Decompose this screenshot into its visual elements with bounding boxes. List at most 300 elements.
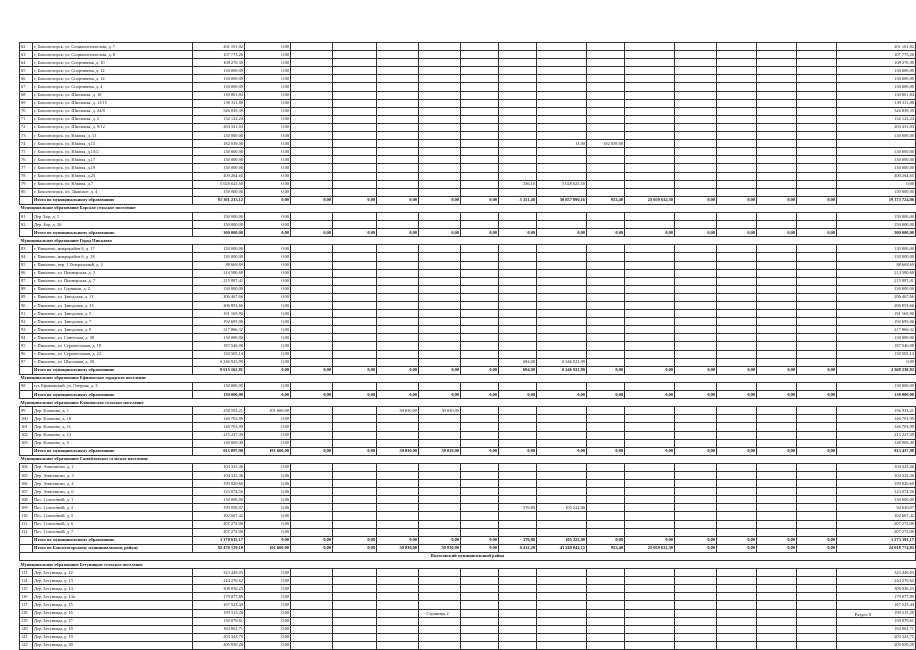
value-cell <box>675 285 717 293</box>
value-cell: 0,00 <box>245 641 291 649</box>
value-cell: 0,00 <box>291 196 333 204</box>
table-row <box>20 221 916 229</box>
value-cell: 336,10 <box>499 180 537 188</box>
value-cell: 0,00 <box>245 569 291 577</box>
value-cell <box>797 520 837 528</box>
table-row <box>20 188 916 196</box>
address-cell: г. Пикалево, ул. Заводская, д. 7 <box>33 318 193 326</box>
value-cell: 0,00 <box>837 358 916 366</box>
value-cell <box>461 212 499 220</box>
value-cell <box>499 188 537 196</box>
value-cell <box>377 350 419 358</box>
value-cell <box>717 51 757 59</box>
value-cell <box>377 107 419 115</box>
value-cell: 130 000,00 <box>837 75 916 83</box>
value-cell <box>377 496 419 504</box>
value-cell <box>377 382 419 390</box>
row-number-cell <box>20 447 33 455</box>
table-row <box>20 212 916 220</box>
table-row <box>20 496 916 504</box>
value-cell: 102 667,42 <box>837 512 916 520</box>
table-row <box>20 633 916 641</box>
address-cell: г. Пикалево, ул. Строительная, д. 18 <box>33 342 193 350</box>
value-cell <box>419 123 461 131</box>
table-row <box>20 569 916 577</box>
row-number-cell: 84 <box>20 253 33 261</box>
value-cell <box>587 51 625 59</box>
value-cell: 150 000,00 <box>837 188 916 196</box>
value-cell <box>587 318 625 326</box>
value-cell <box>333 423 377 431</box>
value-cell <box>717 471 757 479</box>
value-cell: 0,00 <box>245 269 291 277</box>
table-row <box>20 107 916 115</box>
value-cell <box>717 528 757 536</box>
value-cell: 323 449,03 <box>193 569 245 577</box>
value-cell <box>537 172 587 180</box>
value-cell <box>797 302 837 310</box>
value-cell <box>625 43 675 51</box>
value-cell <box>757 601 797 609</box>
section-title: Муниципальное образование Борское сельское поселение <box>20 204 916 212</box>
value-cell: 184 802,71 <box>837 625 916 633</box>
value-cell: 0,00 <box>245 480 291 488</box>
address-cell: Дер. Климово, д. 10 <box>33 415 193 423</box>
address-cell: г. Бокситогорск, ул. Южная, д. 13 <box>33 132 193 140</box>
address-cell: Дер. Бегуницы, д. 18 <box>33 625 193 633</box>
value-cell <box>291 245 333 253</box>
value-cell: 215 887,41 <box>193 277 245 285</box>
address-cell: г. Пикалево, ул. Горняков, д. 2 <box>33 285 193 293</box>
value-cell <box>757 382 797 390</box>
value-cell: 0,00 <box>245 293 291 301</box>
value-cell: 0,00 <box>377 229 419 237</box>
value-cell <box>461 277 499 285</box>
value-cell: 0,00 <box>245 221 291 229</box>
row-number-cell: 85 <box>20 261 33 269</box>
value-cell <box>797 91 837 99</box>
value-cell <box>461 156 499 164</box>
value-cell: 0,00 <box>461 366 499 374</box>
value-cell: 0,00 <box>333 196 377 204</box>
value-cell: 150 079,61 <box>837 617 916 625</box>
address-cell: г. Пикалево, ул. Заводская, д. 9 <box>33 326 193 334</box>
value-cell <box>537 439 587 447</box>
value-cell <box>587 601 625 609</box>
value-cell <box>537 407 587 415</box>
value-cell <box>419 43 461 51</box>
section-title: Муниципальное образование Климовское сельское поселение <box>20 399 916 407</box>
address-cell: Дер. Бегуницы, д. 14а <box>33 593 193 601</box>
value-cell: 146 703,99 <box>193 423 245 431</box>
value-cell <box>377 269 419 277</box>
address-cell: г. Бокситогорск, ул. Спортивная, д. 12 <box>33 67 193 75</box>
value-cell <box>461 528 499 536</box>
value-cell <box>419 350 461 358</box>
row-number-cell: 78 <box>20 172 33 180</box>
value-cell <box>419 415 461 423</box>
section-header-row <box>20 204 916 212</box>
value-cell: 104 325,36 <box>193 463 245 471</box>
value-cell <box>625 504 675 512</box>
table-row <box>20 59 916 67</box>
value-cell: 0,00 <box>245 83 291 91</box>
value-cell <box>499 67 537 75</box>
value-cell <box>625 132 675 140</box>
value-cell <box>717 415 757 423</box>
value-cell: 203 331,03 <box>193 123 245 131</box>
value-cell: 130 000,00 <box>193 164 245 172</box>
value-cell <box>333 585 377 593</box>
value-cell <box>757 471 797 479</box>
value-cell: 132 122,24 <box>193 115 245 123</box>
row-number-cell: 96 <box>20 350 33 358</box>
value-cell <box>291 277 333 285</box>
value-cell <box>537 471 587 479</box>
value-cell <box>333 593 377 601</box>
value-cell <box>797 569 837 577</box>
value-cell: 105 222,00 <box>537 504 587 512</box>
value-cell <box>675 59 717 67</box>
value-cell <box>461 585 499 593</box>
value-cell: 0,00 <box>291 447 333 455</box>
address-cell: г. Бокситогорск, ул. Южная, д.17 <box>33 156 193 164</box>
value-cell <box>333 407 377 415</box>
value-cell <box>333 415 377 423</box>
value-cell: 0,00 <box>333 229 377 237</box>
value-cell <box>377 601 419 609</box>
value-cell <box>587 358 625 366</box>
value-cell <box>587 569 625 577</box>
value-cell: 0,00 <box>245 342 291 350</box>
value-cell <box>797 504 837 512</box>
value-cell <box>377 423 419 431</box>
value-cell <box>537 488 587 496</box>
value-cell: 0,00 <box>245 366 291 374</box>
table-row <box>20 302 916 310</box>
value-cell <box>537 269 587 277</box>
row-number-cell: 97 <box>20 358 33 366</box>
value-cell <box>675 91 717 99</box>
value-cell: 0,00 <box>245 51 291 59</box>
value-cell <box>797 253 837 261</box>
value-cell <box>675 577 717 585</box>
value-cell <box>537 293 587 301</box>
value-cell <box>333 115 377 123</box>
value-cell: 0,00 <box>675 366 717 374</box>
value-cell <box>377 463 419 471</box>
address-cell: Итого по муниципальному образованию <box>33 229 193 237</box>
value-cell <box>757 253 797 261</box>
value-cell: 0,00 <box>717 366 757 374</box>
value-cell <box>675 245 717 253</box>
value-cell <box>377 504 419 512</box>
value-cell <box>419 99 461 107</box>
value-cell <box>797 132 837 140</box>
value-cell <box>499 261 537 269</box>
value-cell: 5 028 625,50 <box>537 180 587 188</box>
value-cell <box>537 302 587 310</box>
value-cell <box>587 293 625 301</box>
value-cell <box>537 593 587 601</box>
value-cell <box>587 253 625 261</box>
value-cell: 0,00 <box>587 229 625 237</box>
value-cell <box>377 528 419 536</box>
value-cell <box>587 350 625 358</box>
value-cell: 0,00 <box>245 577 291 585</box>
value-cell <box>291 180 333 188</box>
value-cell <box>333 59 377 67</box>
value-cell <box>587 593 625 601</box>
value-cell <box>333 302 377 310</box>
value-cell: 199 820,60 <box>837 480 916 488</box>
value-cell <box>717 423 757 431</box>
value-cell <box>625 585 675 593</box>
value-cell <box>625 91 675 99</box>
value-cell <box>757 496 797 504</box>
value-cell: 0,00 <box>625 366 675 374</box>
value-cell <box>587 334 625 342</box>
value-cell <box>587 132 625 140</box>
value-cell <box>797 285 837 293</box>
value-cell <box>537 285 587 293</box>
table-row <box>20 83 916 91</box>
value-cell: 0,00 <box>245 504 291 512</box>
table-row <box>20 641 916 649</box>
address-cell: г. Пикалево, ул. Пионерская, д. 3 <box>33 269 193 277</box>
value-cell <box>717 221 757 229</box>
table-row <box>20 350 916 358</box>
value-cell: 0,00 <box>499 447 537 455</box>
value-cell: 123 074,56 <box>837 488 916 496</box>
table-row <box>20 180 916 188</box>
value-cell <box>461 99 499 107</box>
value-cell <box>625 180 675 188</box>
value-cell: 0,00 <box>245 172 291 180</box>
value-cell <box>291 253 333 261</box>
value-cell <box>377 188 419 196</box>
value-cell: 0,00 <box>675 196 717 204</box>
value-cell <box>377 172 419 180</box>
value-cell <box>291 293 333 301</box>
value-cell: 0,00 <box>837 180 916 188</box>
value-cell <box>797 156 837 164</box>
value-cell <box>419 51 461 59</box>
address-cell: г. Бокситогорск, ул. Социалистическая, д. 8 <box>33 51 193 59</box>
value-cell <box>461 569 499 577</box>
value-cell <box>333 342 377 350</box>
value-cell <box>419 310 461 318</box>
value-cell <box>419 617 461 625</box>
value-cell <box>499 496 537 504</box>
address-cell: г. Пикалево, ул. Строительная, д. 22 <box>33 350 193 358</box>
value-cell: 156 933,21 <box>837 407 916 415</box>
value-cell <box>499 140 537 148</box>
value-cell: 0,00 <box>419 536 461 544</box>
value-cell: 0,00 <box>757 447 797 455</box>
value-cell <box>757 633 797 641</box>
value-cell <box>587 245 625 253</box>
value-cell <box>461 310 499 318</box>
value-cell <box>837 140 916 148</box>
value-cell <box>757 91 797 99</box>
value-cell <box>757 245 797 253</box>
value-cell: 0,00 <box>461 229 499 237</box>
value-cell <box>537 91 587 99</box>
value-cell <box>717 132 757 140</box>
value-cell <box>587 75 625 83</box>
row-number-cell: 114 <box>20 577 33 585</box>
table-row <box>20 520 916 528</box>
value-cell <box>587 261 625 269</box>
value-cell <box>675 504 717 512</box>
value-cell: 132 122,24 <box>837 115 916 123</box>
value-cell <box>377 277 419 285</box>
value-cell <box>461 83 499 91</box>
value-cell <box>675 423 717 431</box>
value-cell <box>333 431 377 439</box>
value-cell <box>291 91 333 99</box>
value-cell <box>757 415 797 423</box>
value-cell <box>291 504 333 512</box>
value-cell <box>797 593 837 601</box>
value-cell: 0,00 <box>675 447 717 455</box>
value-cell <box>675 617 717 625</box>
row-number-cell <box>20 544 33 552</box>
table-row <box>20 625 916 633</box>
value-cell <box>717 277 757 285</box>
value-cell: 179 877,89 <box>837 593 916 601</box>
value-cell <box>333 277 377 285</box>
value-cell: 0,00 <box>377 536 419 544</box>
value-cell <box>797 269 837 277</box>
value-cell: 0,00 <box>245 164 291 172</box>
value-cell <box>377 488 419 496</box>
row-number-cell: 90 <box>20 302 33 310</box>
value-cell <box>675 310 717 318</box>
value-cell <box>717 67 757 75</box>
value-cell: 953,40 <box>587 544 625 552</box>
value-cell <box>625 51 675 59</box>
value-cell <box>625 488 675 496</box>
row-number-cell: 89 <box>20 293 33 301</box>
value-cell: 684,00 <box>499 358 537 366</box>
address-cell: Пос. Совхозный, д. 6 <box>33 520 193 528</box>
value-cell <box>797 471 837 479</box>
value-cell <box>625 633 675 641</box>
value-cell <box>377 132 419 140</box>
value-cell <box>419 334 461 342</box>
value-cell <box>587 342 625 350</box>
value-cell: 206 467,66 <box>837 293 916 301</box>
value-cell <box>333 212 377 220</box>
value-cell <box>757 520 797 528</box>
value-cell: 205 950,28 <box>193 641 245 649</box>
value-cell <box>797 293 837 301</box>
value-cell: 0,00 <box>245 520 291 528</box>
value-cell <box>377 302 419 310</box>
value-cell: 0,00 <box>245 99 291 107</box>
value-cell <box>461 75 499 83</box>
address-cell: Дер. Бегуницы, д. 20 <box>33 641 193 649</box>
value-cell <box>625 625 675 633</box>
value-cell <box>461 342 499 350</box>
value-cell: 130 000,00 <box>193 253 245 261</box>
value-cell <box>461 148 499 156</box>
value-cell: 0,00 <box>717 536 757 544</box>
value-cell: 308 836,23 <box>193 585 245 593</box>
value-cell: 50 830,00 <box>377 544 419 552</box>
address-cell: г. Бокситогорск, ул. Спортивная, д. 14 <box>33 75 193 83</box>
value-cell: 130 000,00 <box>193 67 245 75</box>
value-cell <box>717 488 757 496</box>
value-cell: 146 703,99 <box>837 415 916 423</box>
value-cell: 199 858,07 <box>193 504 245 512</box>
value-cell <box>797 59 837 67</box>
value-cell <box>333 99 377 107</box>
value-cell <box>675 43 717 51</box>
value-cell <box>499 326 537 334</box>
value-cell <box>461 520 499 528</box>
value-cell <box>797 67 837 75</box>
value-cell <box>717 140 757 148</box>
value-cell <box>499 423 537 431</box>
value-cell <box>499 75 537 83</box>
value-cell <box>717 123 757 131</box>
value-cell <box>625 326 675 334</box>
row-number-cell: 79 <box>20 180 33 188</box>
value-cell <box>419 164 461 172</box>
value-cell <box>797 261 837 269</box>
value-cell <box>717 172 757 180</box>
value-cell <box>419 342 461 350</box>
value-cell: 0,00 <box>797 447 837 455</box>
value-cell <box>675 520 717 528</box>
value-cell <box>377 123 419 131</box>
value-cell: 813 437,98 <box>837 447 916 455</box>
table-row <box>20 512 916 520</box>
value-cell <box>537 342 587 350</box>
value-cell: 0,00 <box>675 544 717 552</box>
address-cell: г. Пикалево, микрорайон 6, д. 17 <box>33 245 193 253</box>
row-number-cell: 98 <box>20 382 33 390</box>
value-cell: 6 412,20 <box>499 544 537 552</box>
value-cell <box>587 221 625 229</box>
value-cell <box>625 358 675 366</box>
value-cell <box>499 164 537 172</box>
value-cell <box>461 172 499 180</box>
value-cell <box>587 641 625 649</box>
section-header-row <box>20 455 916 463</box>
row-number-cell: 95 <box>20 342 33 350</box>
value-cell <box>675 625 717 633</box>
row-number-cell: 62 <box>20 43 33 51</box>
row-number-cell: 76 <box>20 156 33 164</box>
value-cell <box>625 164 675 172</box>
table-row <box>20 115 916 123</box>
value-cell <box>461 471 499 479</box>
value-cell <box>797 107 837 115</box>
total-row <box>20 544 916 552</box>
value-cell <box>797 43 837 51</box>
value-cell <box>675 269 717 277</box>
value-cell <box>537 99 587 107</box>
value-cell: 0,00 <box>291 544 333 552</box>
address-cell: г. Пикалево, ул. Школьная, д. 58 <box>33 358 193 366</box>
value-cell <box>797 188 837 196</box>
value-cell <box>291 496 333 504</box>
value-cell <box>625 172 675 180</box>
